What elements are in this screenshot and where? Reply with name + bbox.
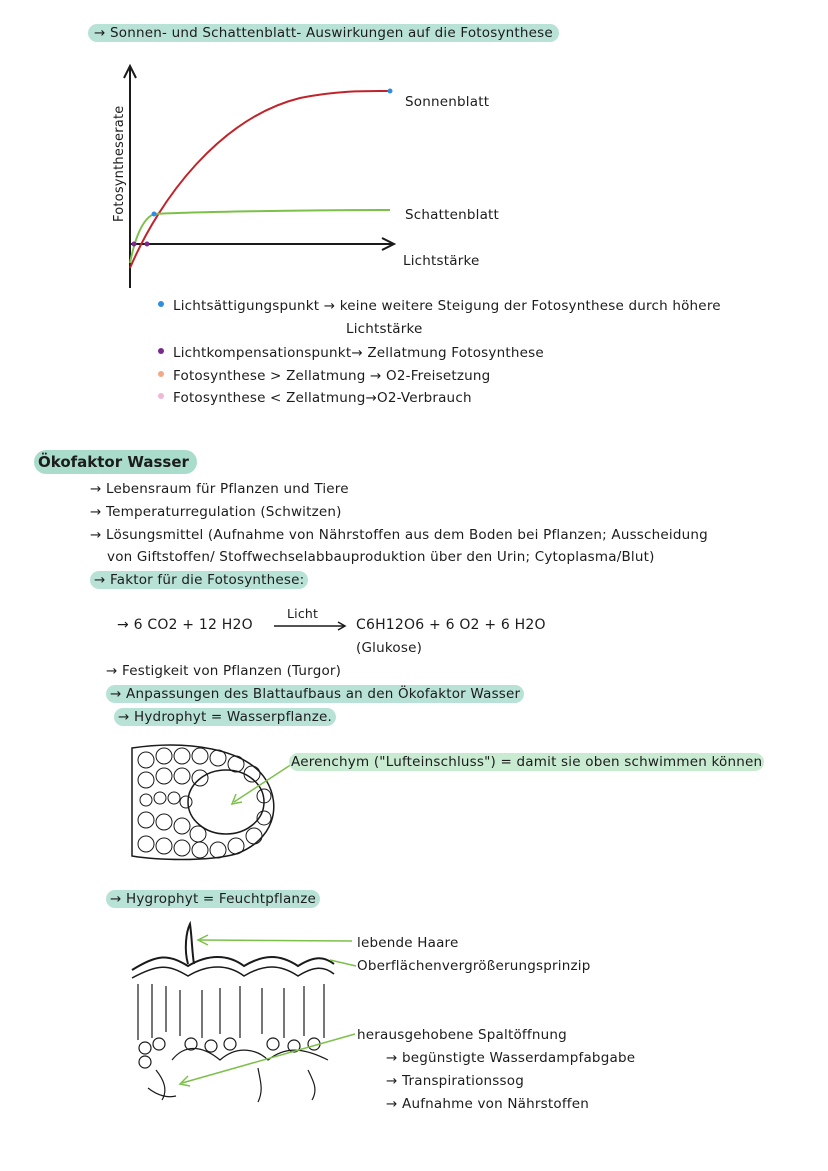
- list-item-temperatur: → Temperaturregulation (Schwitzen): [90, 504, 342, 520]
- legend-item-o2-consumption: Fotosynthese < Zellatmung→O2-Verbrauch: [158, 390, 472, 406]
- equation-left: → 6 CO2 + 12 H2O: [117, 617, 253, 633]
- aerenchym-label: Aerenchym ("Lufteinschluss") = damit sie oben schwimmen können: [291, 754, 763, 770]
- label-spaltoeffnung: herausgehobene Spaltöffnung: [357, 1027, 567, 1043]
- legend-item-saturation-cont: Lichtstärke: [346, 321, 423, 337]
- label-oberflaechenvergroesserung: Oberflächenvergrößerungsprinzip: [357, 958, 591, 974]
- legend-item-compensation: Lichtkompensationspunkt→ Zellatmung Fotosynthese: [158, 345, 544, 361]
- label-naehrstoffaufnahme: → Aufnahme von Nährstoffen: [386, 1096, 590, 1112]
- label-lebende-haare: lebende Haare: [357, 935, 459, 951]
- equation-arrow-label: Licht: [287, 606, 319, 621]
- equation-note: (Glukose): [356, 640, 423, 656]
- x-axis-label: Lichtstärke: [403, 253, 480, 269]
- list-item-festigkeit: → Festigkeit von Pflanzen (Turgor): [106, 663, 342, 679]
- section-title-sonnen-schattenblatt: → Sonnen- und Schattenblatt- Auswirkungen auf die Fotosynthese: [88, 25, 559, 41]
- equation-right: C6H12O6 + 6 O2 + 6 H2O: [356, 617, 546, 633]
- y-axis-label: Fotosyntheserate: [112, 105, 127, 222]
- list-item-anpassungen: → Anpassungen des Blattaufbaus an den Ökofaktor Wasser: [106, 686, 524, 702]
- label-transpirationssog: → Transpirationssog: [386, 1073, 524, 1089]
- list-item-loesungsmittel: → Lösungsmittel (Aufnahme von Nährstoffen aus dem Boden bei Pflanzen; Ausscheidung: [90, 527, 708, 543]
- list-item-loesungsmittel-cont: von Giftstoffen/ Stoffwechselabbauproduktion über den Urin; Cytoplasma/Blut): [107, 549, 655, 565]
- label-wasserdampfabgabe: → begünstigte Wasserdampfabgabe: [386, 1050, 636, 1066]
- sun-leaf-label: Sonnenblatt: [405, 94, 490, 110]
- list-item-lebensraum: → Lebensraum für Pflanzen und Tiere: [90, 481, 349, 497]
- list-item-fotosynthese: → Faktor für die Fotosynthese:: [90, 572, 308, 588]
- section-heading-oekofaktor-wasser: Ökofaktor Wasser: [34, 452, 197, 471]
- legend-item-saturation: Lichtsättigungspunkt → keine weitere Steigung der Fotosynthese durch höhere: [158, 298, 721, 314]
- hygrophyt-heading: → Hygrophyt = Feuchtpflanze: [106, 891, 320, 907]
- list-item-hydrophyt: → Hydrophyt = Wasserpflanze.: [114, 709, 336, 725]
- legend-item-o2-release: Fotosynthese > Zellatmung → O2-Freisetzung: [158, 368, 490, 384]
- shade-leaf-label: Schattenblatt: [405, 207, 500, 223]
